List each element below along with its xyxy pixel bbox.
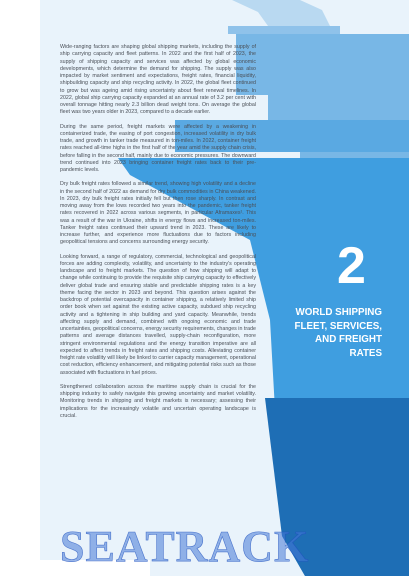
body-text-column	[60, 44, 256, 427]
body-paragraph: Strengthened collaboration across the maritime supply chain is crucial for the shipping industry to safely navigate this growing uncertainty and market volatility. Monitoring trends in shipping and freight markets is necessary; assessing their implications for the increasingly volatile and uncertain operating landscape is crucial.	[60, 383, 256, 419]
chapter-number: 2	[337, 237, 366, 295]
funnel-band	[228, 26, 340, 34]
chapter-title-line: WORLD SHIPPING	[295, 307, 382, 318]
chapter-title	[272, 306, 382, 360]
chapter-title-line: FLEET, SERVICES,	[294, 320, 382, 332]
chapter-title-line: RATES	[349, 347, 382, 359]
body-paragraph: Looking forward, a range of regulatory, commercial, technological and geopolitical forces are adding complexity, volatility, and uncertainty to the industry's operating landscape and to freight markets. The question of how shipping will adapt to change while continuing to provide the requisite ship carrying capacity to effectively deliver global trade and ensuring stable and predictable shipping rates is a key theme facing the sector in 2023 and beyond. This question arises against the backdrop of potential overcapacity in container shipping, a relatively limited ship order book when set against the existing active capacity, subdued ship recycling activity and a tightening in ship building and yard capacity. Meanwhile, trends affecting supply and demand, combined with ongoing economic and trade uncertainties, geopolitical concerns, energy security requirements, changes in trade patterns and average distances travelled, supply-chain reconfiguration, more stringent environmental regulations and the energy transition imperative are all expected to affect trends in freight rates and shipping costs. Alleviating container freight rate volatility will likely be linked to carrier capacity management, operational cost reduction, efficiency enhancement, and mitigating potential risks such as those associated with fluctuations in fuel prices.	[60, 253, 256, 376]
seatrack-watermark: SEATRACK	[60, 522, 310, 571]
body-paragraph: During the same period, freight markets were affected by a weakening in containerized trade, the easing of port congestion, increased volatility in dry bulk trade, and growth in tanker trade measured in ton-miles. In 2022, container freight rates reached all-time highs in the first half of the year amid the supply chain crisis, before falling in the second half, mainly due to economic pressures. The downward trend continued into 2023 bringing container freight rates back to their pre-pandemic levels.	[60, 123, 256, 173]
chapter-title-line: AND FREIGHT	[315, 334, 382, 345]
body-paragraph: Wide-ranging factors are shaping global shipping markets, including the supply of ship carrying capacity and fleet patterns. In 2022 and the first half of 2023, the supply of shipping capacity and services was affected by global economic developments, which determine the demand for shipping. The supply was also impacted by market sentiment and expectations, freight rates, financial liquidity, shipbuilding capacity and ship recycling activity. In 2022, the global fleet continued to grow but was ageing amid rising uncertainty about fleet renewal timelines. In 2022, global ship carrying capacity expanded at an annual rate of 3.2 per cent with overall tonnage hitting nearly 2.3 billion dead weight tons. On average the global fleet was two years older in 2023, compared to a decade earlier.	[60, 44, 256, 116]
body-paragraph: Dry bulk freight rates followed a similar trend, showing high volatility and a decline in the second half of 2022 as demand for dry bulk commodities in China weakened. In 2023, dry bulk freight rates initially fell but then rose sharply. In contrast and moving away from the lows recorded two years into the pandemic, tanker freight rates recovered in 2022 across various segments, in particular Aframaxes¹. This was a result of the war in Ukraine, shifts in energy flows and increased ton-miles. Tanker freight rates continued their upward trend in 2023. These are likely to increase further, and experience more fluctuations due to factors including geopolitical tensions and concerns surrounding energy security.	[60, 181, 256, 246]
